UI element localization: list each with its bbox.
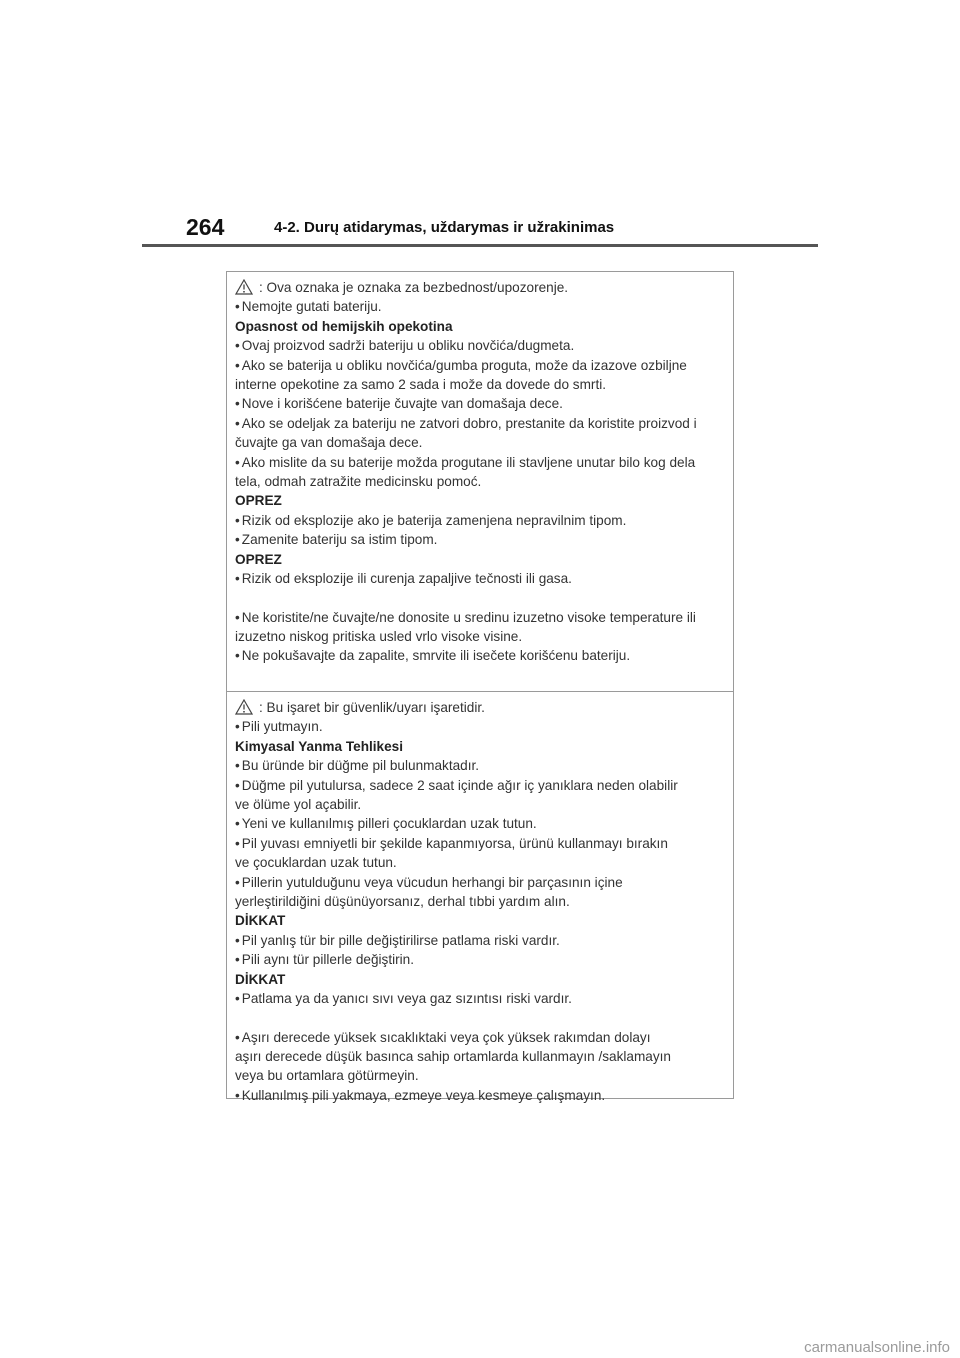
section-heading: DİKKAT: [235, 971, 286, 987]
text-line: interne opekotine za samo 2 sada i može da dovede do smrti.: [235, 377, 607, 393]
text-line: • Zamenite bateriju sa istim tipom.: [235, 530, 725, 549]
text-line: • Pil yuvası emniyetli bir şekilde kapanmıyorsa, ürünü kullanmayı bırakın: [235, 834, 725, 853]
warning-line: [235, 278, 725, 297]
header-rule: [142, 244, 818, 247]
text-line: • Düğme pil yutulursa, sadece 2 saat içinde ağır iç yanıklara neden olabilir: [235, 776, 725, 795]
section-heading: Opasnost od hemijskih opekotina: [235, 318, 453, 334]
text-line: • Bu üründe bir düğme pil bulunmaktadır.: [235, 756, 725, 775]
text-line: • Patlama ya da yanıcı sıvı veya gaz sızıntısı riski vardır.: [235, 989, 725, 1008]
section-heading: DİKKAT: [235, 913, 286, 929]
text-line: ve ölüme yol açabilir.: [235, 797, 362, 813]
text-line: • Ako se odeljak za bateriju ne zatvori dobro, prestanite da koristite proizvod i: [235, 414, 725, 433]
spacer: [235, 1009, 725, 1028]
text-line: • Ovaj proizvod sadrži bateriju u obliku novčića/dugmeta.: [235, 336, 725, 355]
text-line: • Nemojte gutati bateriju.: [235, 297, 725, 316]
section-heading: Kimyasal Yanma Tehlikesi: [235, 738, 404, 754]
section-heading: OPREZ: [235, 493, 282, 509]
section-heading: OPREZ: [235, 551, 282, 567]
warning-text: : Ova oznaka je oznaka za bezbednost/upozorenje.: [259, 280, 569, 295]
section-title: 4-2. Durų atidarymas, uždarymas ir užrakinimas: [274, 219, 615, 236]
text-line: • Pili yutmayın.: [235, 717, 725, 736]
text-line: veya bu ortamlara götürmeyin.: [235, 1068, 419, 1084]
text-line: • Kullanılmış pili yakmaya, ezmeye veya kesmeye çalışmayın.: [235, 1086, 725, 1105]
warning-box-turkish: [226, 691, 734, 1103]
text-line: • Pillerin yutulduğunu veya vücudun herhangi bir parçasının içine: [235, 873, 725, 892]
text-line: aşırı derecede düşük basınca sahip ortamlarda kullanmayın /saklamayın: [235, 1048, 671, 1064]
text-line: • Rizik od eksplozije ako je baterija zamenjena nepravilnim tipom.: [235, 511, 725, 530]
text-line: • Yeni ve kullanılmış pilleri çocuklardan uzak tutun.: [235, 814, 725, 833]
text-line: • Rizik od eksplozije ili curenja zapaljive tečnosti ili gasa.: [235, 569, 725, 588]
text-line: • Pil yanlış tür bir pille değiştirilirse patlama riski vardır.: [235, 931, 725, 950]
watermark: carmanualsonline.info: [804, 1339, 950, 1356]
text-line: • Pili aynı tür pillerle değiştirin.: [235, 950, 725, 969]
text-line: izuzetno niskog pritiska usled vrlo visoke visine.: [235, 628, 523, 644]
warning-triangle-icon: [235, 279, 253, 295]
spacer: [235, 589, 725, 608]
text-line: • Ako mislite da su baterije možda progutane ili stavljene unutar bilo kog dela: [235, 453, 725, 472]
text-line: ve çocuklardan uzak tutun.: [235, 855, 397, 871]
text-line: čuvajte ga van domašaja dece.: [235, 435, 423, 451]
warning-triangle-icon: [235, 699, 253, 715]
page-number: 264: [186, 214, 225, 240]
text-line: • Ne koristite/ne čuvajte/ne donosite u sredinu izuzetno visoke temperature ili: [235, 608, 725, 627]
text-line: • Nove i korišćene baterije čuvajte van domašaja dece.: [235, 394, 725, 413]
page-header: [142, 214, 818, 244]
text-line: • Aşırı derecede yüksek sıcaklıktaki veya çok yüksek rakımdan dolayı: [235, 1028, 725, 1047]
text-line: • Ne pokušavajte da zapalite, smrvite ili isečete korišćenu bateriju.: [235, 646, 725, 665]
text-line: tela, odmah zatražite medicinsku pomoć.: [235, 474, 482, 490]
text-line: • Ako se baterija u obliku novčića/gumba proguta, može da izazove ozbiljne: [235, 356, 725, 375]
content-lines: [235, 297, 725, 665]
content-lines: [235, 717, 725, 1105]
text-line: yerleştirildiğini düşünüyorsanız, derhal tıbbi yardım alın.: [235, 894, 570, 910]
warning-text: : Bu işaret bir güvenlik/uyarı işaretidir.: [259, 700, 485, 715]
warning-line: [235, 698, 725, 717]
warning-box-serbian: [226, 271, 734, 692]
